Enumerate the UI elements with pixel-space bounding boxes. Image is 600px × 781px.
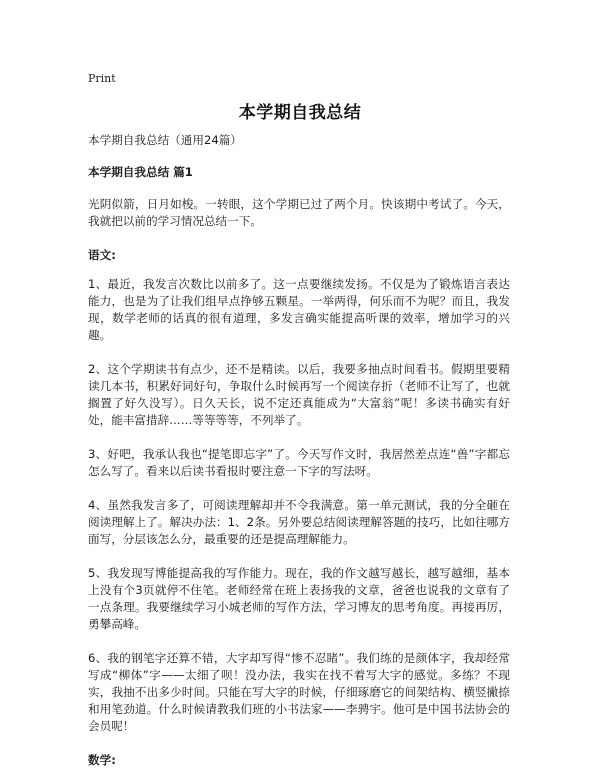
page-title: 本学期自我总结 (238, 103, 362, 123)
paragraph-2: 2、这个学期读书有点少，还不是精读。以后，我要多抽点时间看书。假期里要精读几本书，积累好词好句，争取什么时候再写一个阅读存折（老师不让写了，也就搁置了好久没写）。日久天长，说不定还真能成为“大富翁”呢！多读书确实有好处，能丰富措辞……等等等等，不列举了。 (88, 362, 510, 427)
document-body (88, 132, 510, 781)
section-heading: 本学期自我总结 篇1 (88, 165, 193, 179)
intro-paragraph: 光阴似箭，日月如梭。一转眼，这个学期已过了两个月。快该期中考试了。今天，我就把以前的学习情况总结一下。 (88, 197, 510, 228)
paragraph-5: 5、我发现写博能提高我的写作能力。现在，我的作文越写越长，越写越细，基本上没有个3页就停不住笔。老师经常在班上表扬我的文章，爸爸也说我的文章有了一点条理。我要继续学习小城老师的写作方法，学习博友的思考角度。再接再厉，勇攀高峰。 (88, 566, 510, 631)
paragraph-3: 3、好吧，我承认我也“提笔即忘字”了。今天写作文时，我居然差点连“兽”字都忘怎么写了。看来以后读书看报时要注意一下字的写法呀。 (88, 447, 510, 478)
paragraph-6: 6、我的钢笔字还算不错，大字却写得“惨不忍睹”。我们练的是颜体字，我却经常写成“柳体”字——太细了呗！没办法，我实在找不着写大字的感觉。多练？不现实，我抽不出多少时间。只能在写大字的时候，仔细琢磨它的间架结构、横竖撇捺和用笔劲道。什么时候请教我们班的小书法家——李骋宇。他可是中国书法协会的会员呢！ (88, 651, 510, 733)
print-label: Print (88, 72, 116, 85)
math-subject-label: 数学: (88, 753, 116, 767)
chinese-subject-label: 语文: (88, 248, 116, 262)
paragraph-1: 1、最近，我发言次数比以前多了。这一点要继续发扬。不仅是为了锻炼语言表达能力，也是为了让我们组早点挣够五颗星。一举两得，何乐而不为呢？而且，我发现，数学老师的话真的很有道理，多发言确实能提高听课的效率，增加学习的兴趣。 (88, 277, 510, 342)
paragraph-4: 4、虽然我发言多了，可阅读理解却并不令我满意。第一单元测试，我的分全砸在阅读理解上了。解决办法：1、2条。另外要总结阅读理解答题的技巧，比如往哪方面写，分层该怎么分，最重要的还是提高理解能力。 (88, 498, 510, 546)
document-subtitle: 本学期自我总结（通用24篇） (88, 133, 242, 147)
